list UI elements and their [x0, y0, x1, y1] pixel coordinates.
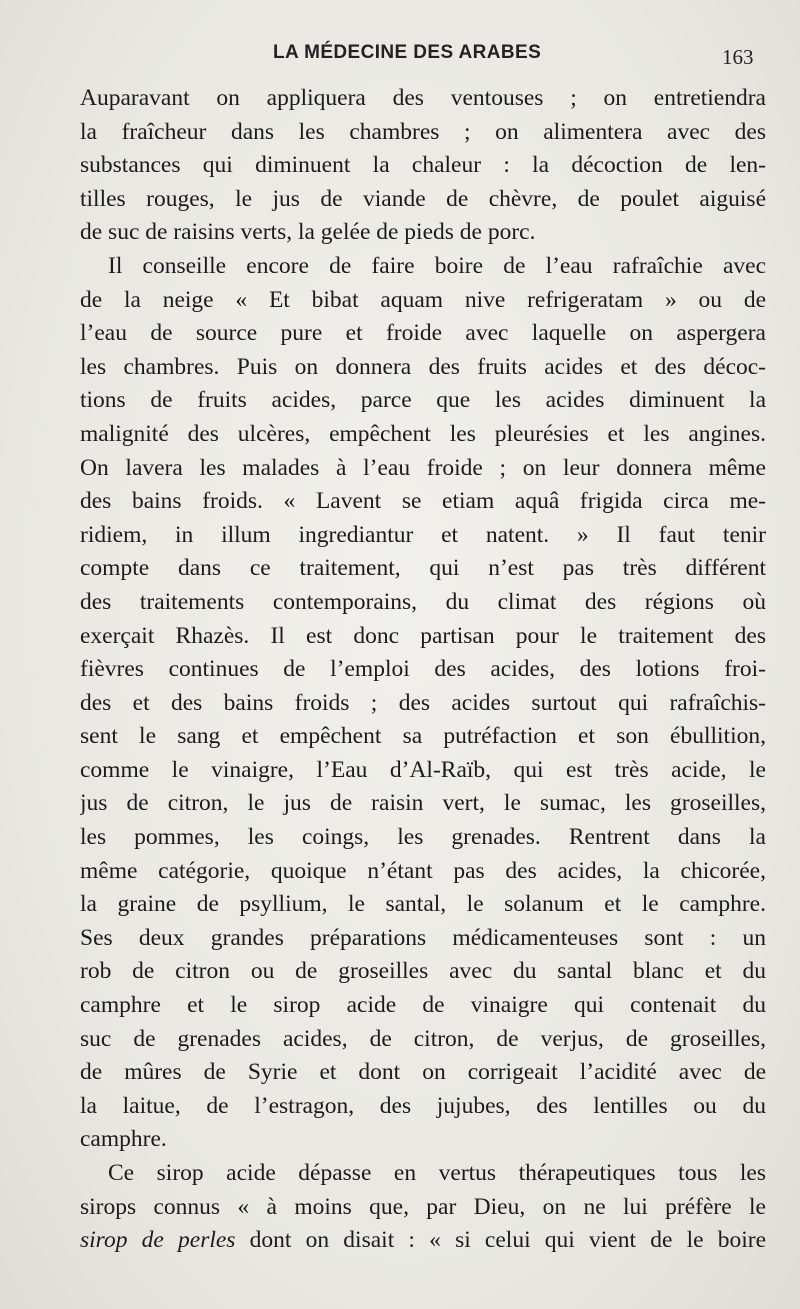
text-line: de la neige « Et bibat aquam nive refrigeratam » ou de: [80, 286, 766, 313]
text-line: de mûres de Syrie et dont on corrigeait l’acidité avec de: [80, 1059, 766, 1086]
text-line: des traitements contemporains, du climat des régions où: [80, 588, 766, 615]
text-line: camphre.: [80, 1126, 167, 1153]
text-line: Auparavant on appliquera des ventouses ; on entretiendra: [80, 85, 766, 111]
text-line: Il conseille encore de faire boire de l’eau rafraîchie avec: [108, 252, 766, 279]
text-line: malignité des ulcères, empêchent les pleurésies et les angines.: [80, 420, 766, 447]
page-number: 163: [722, 45, 754, 69]
text-line: compte dans ce traitement, qui n’est pas très différent: [80, 555, 766, 582]
text-line: ridiem, in illum ingrediantur et natent. » Il faut tenir: [80, 521, 766, 548]
body-text: [80, 82, 766, 1258]
text-line: sirops connus « à moins que, par Dieu, on ne lui préfère le: [80, 1193, 766, 1220]
text-line: tions de fruits acides, parce que les acides diminuent la: [80, 387, 766, 414]
text-line: de suc de raisins verts, la gelée de pieds de porc.: [80, 219, 536, 246]
text-line: les pommes, les coings, les grenades. Rentrent dans la: [80, 824, 766, 851]
text-line: comme le vinaigre, l’Eau d’Al-Raïb, qui est très acide, le: [80, 756, 766, 783]
text-line: la graine de psyllium, le santal, le solanum et le camphre.: [80, 891, 766, 918]
text-line: Ce sirop acide dépasse en vertus thérapeutiques tous les: [108, 1160, 766, 1186]
text-line: jus de citron, le jus de raisin vert, le sumac, les groseilles,: [80, 790, 766, 817]
text-line: la fraîcheur dans les chambres ; on alimentera avec des: [80, 118, 766, 145]
text-line: Ses deux grandes préparations médicamenteuses sont : un: [80, 924, 766, 951]
text-line: l’eau de source pure et froide avec laquelle on aspergera: [80, 320, 766, 347]
text-line: la laitue, de l’estragon, des jujubes, des lentilles ou du: [80, 1092, 766, 1119]
text-line: des bains froids. « Lavent se etiam aquâ frigida circa me-: [80, 488, 766, 515]
text-line: des et des bains froids ; des acides surtout qui rafraîchis-: [80, 689, 766, 716]
text-line-final: [80, 1224, 766, 1258]
italic-title: sirop de perles: [80, 1227, 236, 1254]
running-head: LA MÉDECINE DES ARABES: [273, 42, 542, 63]
text-line: sent le sang et empêchent sa putréfaction et son ébullition,: [80, 723, 766, 750]
text-line-rest: dont on disait : « si celui qui vient de le boire: [235, 1227, 766, 1254]
text-line: les chambres. Puis on donnera des fruits acides et des décoc-: [80, 353, 766, 380]
text-line: camphre et le sirop acide de vinaigre qui contenait du: [80, 992, 766, 1019]
text-line: On lavera les malades à l’eau froide ; on leur donnera même: [80, 454, 766, 481]
text-line: même catégorie, quoique n’étant pas des acides, la chicorée,: [80, 857, 766, 884]
text-line: suc de grenades acides, de citron, de verjus, de groseilles,: [80, 1025, 766, 1052]
text-line: fièvres continues de l’emploi des acides, des lotions froi-: [80, 656, 766, 683]
text-line: exerçait Rhazès. Il est donc partisan pour le traitement des: [80, 622, 766, 649]
text-line: rob de citron ou de groseilles avec du santal blanc et du: [80, 958, 766, 985]
text-line: substances qui diminuent la chaleur : la décoction de len-: [80, 152, 766, 179]
text-line: tilles rouges, le jus de viande de chèvre, de poulet aiguisé: [80, 185, 766, 212]
